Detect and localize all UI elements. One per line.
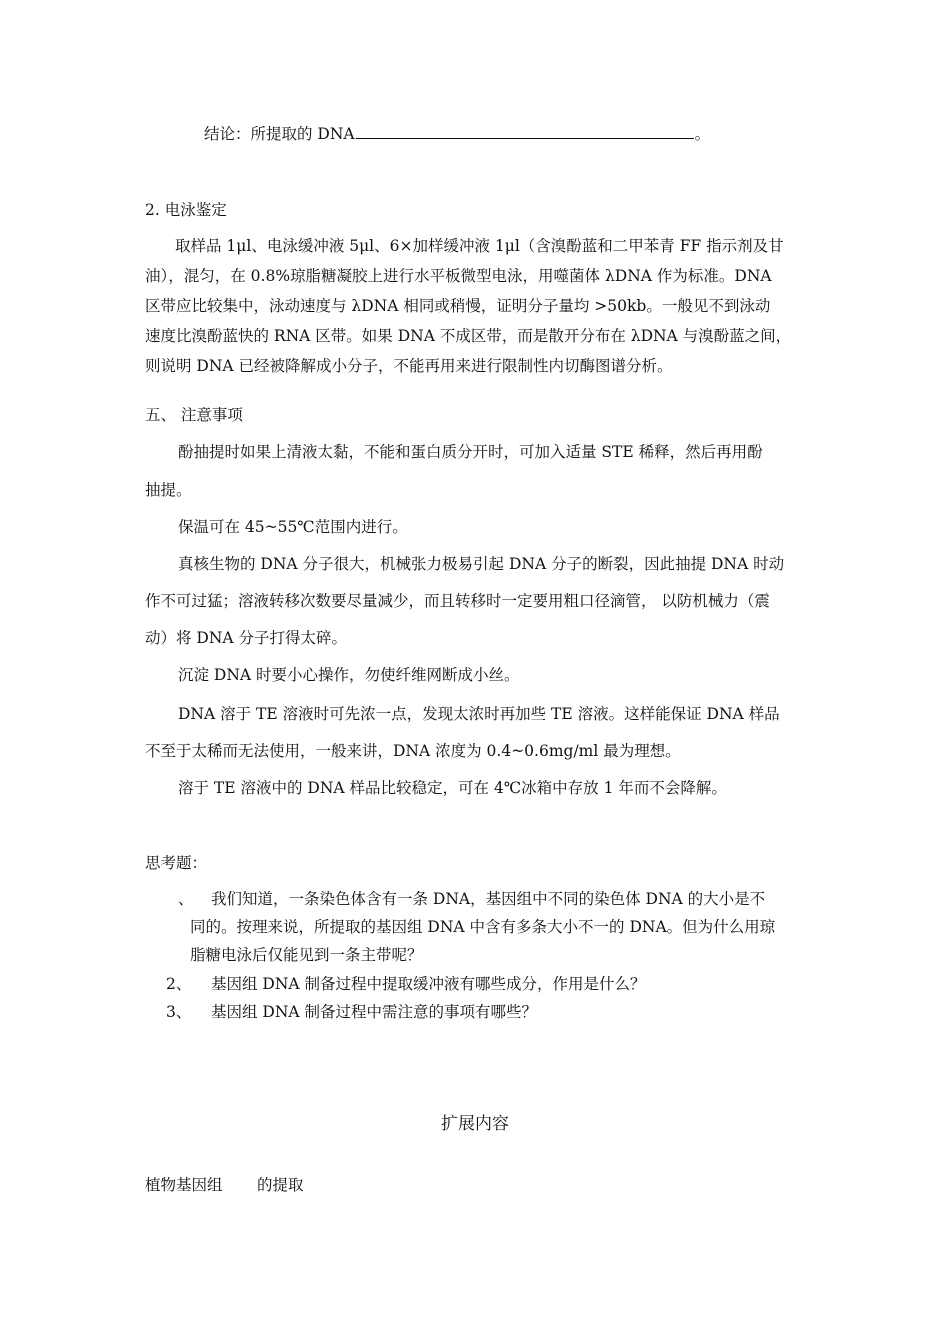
conclusion-blank — [356, 124, 694, 139]
conclusion-line — [204, 124, 710, 144]
questions-heading: 思考题： — [145, 854, 208, 872]
notes-line-9: 不至于太稀而无法使用，一般来讲，DNA 浓度为 0.4~0.6mg/ml 最为理想。 — [145, 742, 681, 760]
notes-line-2: 抽提。 — [145, 481, 192, 499]
notes-line-8: DNA 溶于 TE 溶液时可先浓一点，发现太浓时再加些 TE 溶液。这样能保证 DNA 样品 — [178, 705, 780, 723]
conclusion-suffix: 。 — [694, 125, 711, 143]
electrophoresis-line-3: 区带应比较集中，泳动速度与 λDNA 相同或稍慢，证明分子量均 >50kb。一般见不到泳动 — [145, 297, 771, 315]
question-2-number: 2、 — [166, 975, 192, 993]
notes-line-6: 动）将 DNA 分子打得太碎。 — [145, 629, 348, 647]
electrophoresis-line-2: 油），混匀，在 0.8%琼脂糖凝胶上进行水平板微型电泳，用噬菌体 λDNA 作为标准。DNA — [145, 267, 772, 285]
extension-subtitle: 植物基因组 的提取 — [145, 1176, 304, 1194]
notes-line-4: 真核生物的 DNA 分子很大，机械张力极易引起 DNA 分子的断裂，因此抽提 DNA 时动 — [178, 555, 785, 573]
question-3-text: 基因组 DNA 制备过程中需注意的事项有哪些？ — [211, 1003, 538, 1021]
section-heading-electrophoresis: 2. 电泳鉴定 — [145, 201, 227, 219]
question-1-line-2: 同的。按理来说，所提取的基因组 DNA 中含有多条大小不一的 DNA。但为什么用琼 — [190, 918, 776, 936]
question-1-number: 、 — [178, 890, 194, 908]
section-heading-notes: 五、 注意事项 — [145, 406, 243, 424]
notes-line-3: 保温可在 45~55℃范围内进行。 — [178, 518, 408, 536]
notes-line-10: 溶于 TE 溶液中的 DNA 样品比较稳定，可在 4℃冰箱中存放 1 年而不会降解。 — [178, 779, 727, 797]
electrophoresis-line-1: 取样品 1μl、电泳缓冲液 5μl、6×加样缓冲液 1μl（含溴酚蓝和二甲苯青 FF 指示剂及甘 — [175, 237, 784, 255]
question-3-number: 3、 — [166, 1003, 192, 1021]
notes-line-7: 沉淀 DNA 时要小心操作，勿使纤维网断成小丝。 — [178, 666, 520, 684]
extension-title: 扩展内容 — [441, 1114, 509, 1134]
electrophoresis-line-4: 速度比溴酚蓝快的 RNA 区带。如果 DNA 不成区带，而是散开分布在 λDNA 与溴酚蓝之间， — [145, 327, 792, 345]
conclusion-prefix: 结论：所提取的 DNA — [204, 125, 355, 143]
electrophoresis-line-5: 则说明 DNA 已经被降解成小分子，不能再用来进行限制性内切酶图谱分析。 — [145, 357, 673, 375]
question-2-text: 基因组 DNA 制备过程中提取缓冲液有哪些成分，作用是什么？ — [211, 975, 646, 993]
question-1-line-3: 脂糖电泳后仅能见到一条主带呢？ — [190, 946, 423, 964]
notes-line-1: 酚抽提时如果上清液太黏，不能和蛋白质分开时，可加入适量 STE 稀释，然后再用酚 — [178, 443, 763, 461]
notes-line-5: 作不可过猛；溶液转移次数要尽量减少，而且转移时一定要用粗口径滴管， 以防机械力（震 — [145, 592, 770, 610]
question-1-line-1: 我们知道，一条染色体含有一条 DNA，基因组中不同的染色体 DNA 的大小是不 — [211, 890, 766, 908]
